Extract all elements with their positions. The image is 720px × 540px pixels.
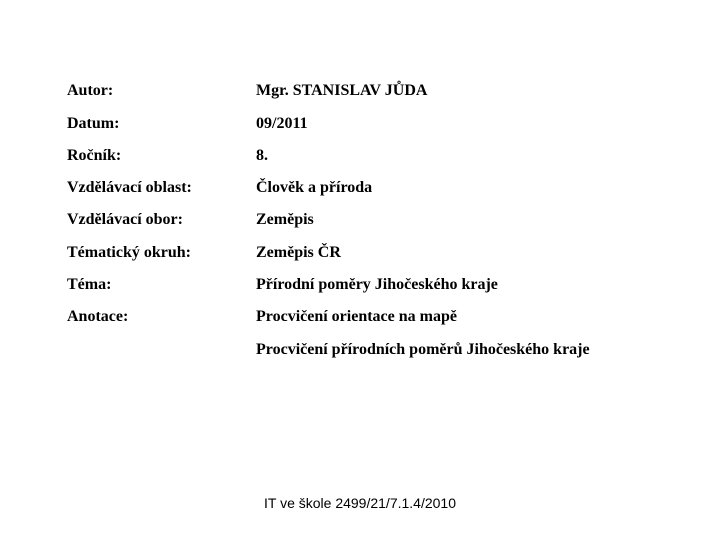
field-value-educational-area: Člověk a příroda — [256, 179, 373, 196]
field-row-topic — [0, 273, 720, 297]
field-row-annotation-continued — [0, 338, 720, 362]
field-label-topic: Téma: — [67, 276, 112, 293]
field-row-grade — [0, 144, 720, 168]
footer-project-code: IT ve škole 2499/21/7.1.4/2010 — [264, 495, 456, 511]
field-value-annotation: Procvičení orientace na mapě — [256, 308, 457, 325]
field-row-thematic-area — [0, 241, 720, 265]
field-label-date: Datum: — [67, 115, 120, 132]
field-value-subject: Zeměpis — [256, 211, 314, 228]
field-row-subject — [0, 208, 720, 232]
field-label-thematic-area: Tématický okruh: — [67, 244, 191, 261]
field-label-author: Autor: — [67, 82, 114, 99]
field-value-annotation-extra: Procvičení přírodních poměrů Jihočeského kraje — [256, 341, 590, 358]
field-value-author: Mgr. STANISLAV JŮDA — [256, 82, 428, 99]
field-label-educational-area: Vzdělávací oblast: — [67, 179, 192, 196]
field-value-topic: Přírodní poměry Jihočeského kraje — [256, 276, 498, 293]
field-value-date: 09/2011 — [256, 115, 308, 132]
field-row-author — [0, 79, 720, 103]
field-label-grade: Ročník: — [67, 147, 122, 164]
field-value-grade: 8. — [256, 147, 268, 164]
field-row-educational-area — [0, 176, 720, 200]
field-label-subject: Vzdělávací obor: — [67, 211, 183, 228]
field-row-annotation — [0, 305, 720, 329]
field-label-annotation: Anotace: — [67, 308, 129, 325]
field-row-date — [0, 112, 720, 136]
field-value-thematic-area: Zeměpis ČR — [256, 244, 341, 261]
